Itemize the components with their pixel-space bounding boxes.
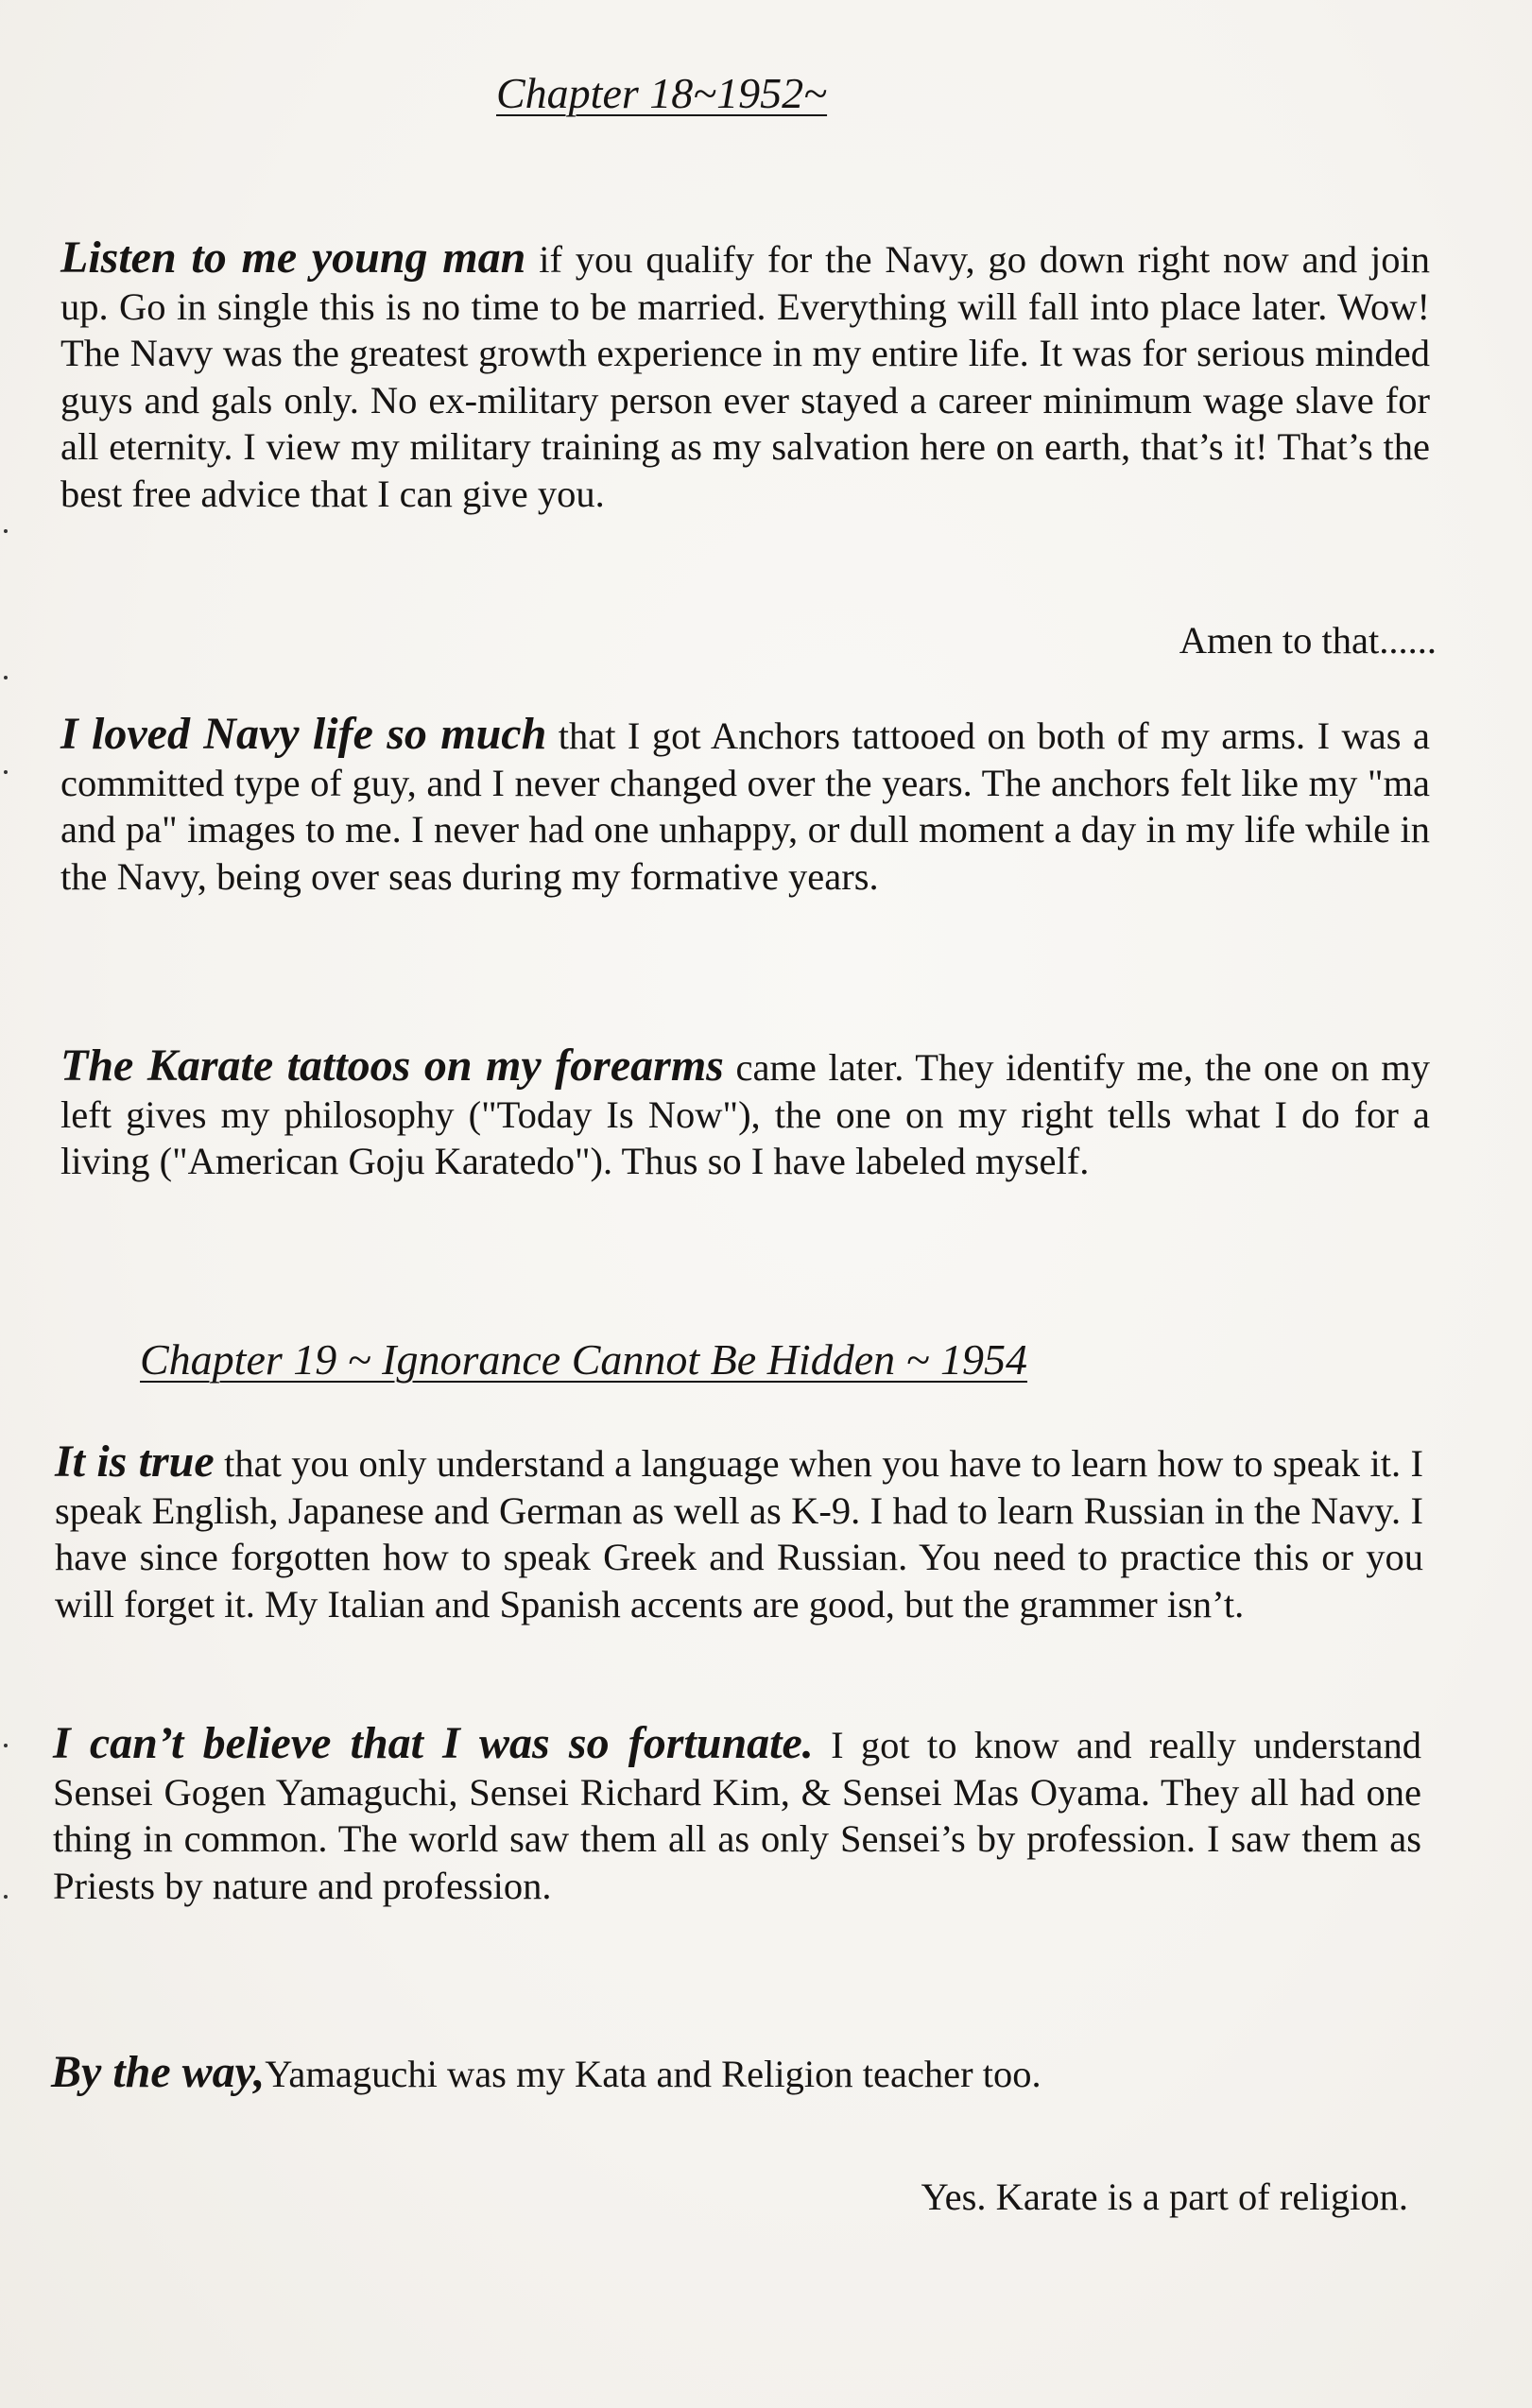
chapter-18-heading: Chapter 18~1952~	[496, 69, 828, 117]
paragraph-lead: I loved Navy life so much	[60, 709, 547, 759]
paragraph-text: if you qualify for the Navy, go down right now and join up. Go in single this is no time to be married. Everything will fall into place later. Wow! The Navy was the greatest growth experience in my entire life. It was for serious minded guys and gals only. No ex-military person ever stayed a career minimum wage slave for all eternity. I view my military training as my salvation here on earth, that’s it! That’s the best free advice that I can give you.	[60, 238, 1431, 515]
chapter-18-paragraph-2	[60, 711, 1430, 900]
paragraph-text: that I got Anchors tattooed on both of my arms. I was a committed type of guy, and I never changed over the years. The anchors felt like my "ma and pa" images to me. I never had one unhappy, or dull moment a day in my life while in the Navy, being over seas during my formative years.	[60, 714, 1430, 898]
chapter-19-paragraph-3	[51, 2049, 1431, 2098]
margin-mark	[4, 1895, 8, 1899]
chapter-19-heading: Chapter 19 ~ Ignorance Cannot Be Hidden ~ 1954	[140, 1335, 1028, 1384]
paragraph-lead: The Karate tattoos on my forearms	[60, 1041, 724, 1091]
paragraph-text: that you only understand a language when you have to learn how to speak it. I speak English, Japanese and German as well as K-9. I had to learn Russian in the Navy. I have since forgotten how to speak Greek and Russian. You need to practice this or you will forget it. My Italian and Spanish accents are good, but the grammer isn’t.	[55, 1442, 1424, 1625]
paragraph-lead: Listen to me young man	[60, 232, 526, 283]
paragraph-text: I got to know and really understand Sensei Gogen Yamaguchi, Sensei Richard Kim, & Sensei Mas Oyama. They all had one thing in common. The world saw them all as only Sensei’s by profession. I saw them as Priests by nature and profession.	[53, 1724, 1422, 1907]
paragraph-text: came later. They identify me, the one on my left gives my philosophy ("Today Is Now"), the one on my right tells what I do for a living ("American Goju Karatedo"). Thus so I have labeled myself.	[60, 1046, 1430, 1182]
paragraph-lead: It is true	[55, 1436, 215, 1487]
margin-mark	[4, 770, 8, 774]
paragraph-lead: By the way,	[51, 2047, 266, 2097]
chapter-19-paragraph-2	[53, 1720, 1421, 1909]
margin-mark	[4, 1744, 8, 1747]
margin-mark	[4, 676, 8, 679]
chapter-18-paragraph-3	[60, 1042, 1430, 1185]
margin-mark	[4, 529, 8, 533]
chapter-19-paragraph-1	[55, 1438, 1423, 1627]
chapter-18-paragraph-1	[60, 234, 1430, 517]
paragraph-lead: I can’t believe that I was so fortunate.	[53, 1718, 814, 1768]
paragraph-text: Yamaguchi was my Kata and Religion teacher too.	[265, 2053, 1041, 2095]
amen-line: Amen to that......	[1179, 619, 1437, 662]
closing-line: Yes. Karate is a part of religion.	[921, 2176, 1408, 2218]
